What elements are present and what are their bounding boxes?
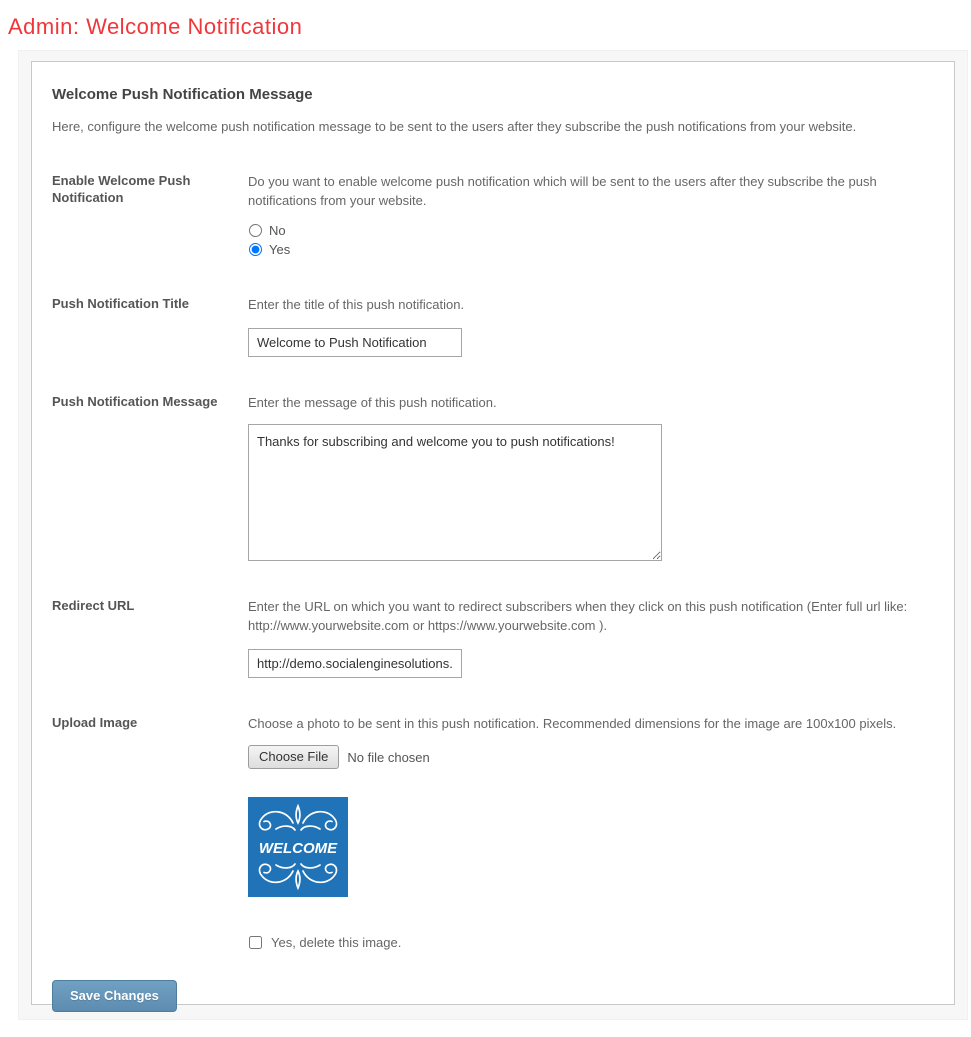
title-control xyxy=(248,295,908,357)
redirect-control xyxy=(248,597,908,678)
delete-image-checkbox[interactable] xyxy=(249,936,262,949)
form-row-upload xyxy=(52,714,934,950)
delete-image-option[interactable] xyxy=(248,935,908,950)
enable-label: Enable Welcome Push Notification xyxy=(52,173,191,205)
form-row-title xyxy=(52,295,934,357)
delete-image-label: Yes, delete this image. xyxy=(271,935,402,950)
message-label: Push Notification Message xyxy=(52,394,218,409)
enable-yes-label: Yes xyxy=(269,242,291,257)
title-input[interactable] xyxy=(248,328,462,357)
form-row-enable xyxy=(52,172,934,259)
upload-control xyxy=(248,714,908,950)
enable-control xyxy=(248,172,908,259)
upload-description: Choose a photo to be sent in this push notification. Recommended dimensions for the image are 100x100 pixels. xyxy=(248,716,897,731)
content-panel-outer xyxy=(18,50,968,1020)
panel-heading: Welcome Push Notification Message xyxy=(52,86,313,103)
upload-label: Upload Image xyxy=(52,715,138,730)
enable-no-label: No xyxy=(269,223,286,238)
choose-file-button[interactable]: Choose File xyxy=(248,745,339,769)
settings-panel xyxy=(31,61,955,1005)
form-row-redirect xyxy=(52,597,934,678)
message-description: Enter the message of this push notification. xyxy=(248,395,497,410)
enable-option-no[interactable] xyxy=(248,221,908,240)
redirect-description: Enter the URL on which you want to redirect subscribers when they click on this push notification (Enter full url like: http://www.yourwebsite.com or https://www.yourwebsite.com ). xyxy=(248,599,908,633)
panel-description: Here, configure the welcome push notification message to be sent to the users after they subscribe the push notifications from your website. xyxy=(52,119,857,134)
file-input-row xyxy=(248,745,908,769)
enable-option-yes[interactable] xyxy=(248,240,908,259)
enable-radio-group xyxy=(248,221,908,259)
welcome-image-text: WELCOME xyxy=(258,840,338,857)
redirect-label: Redirect URL xyxy=(52,598,135,613)
message-textarea[interactable] xyxy=(248,424,662,561)
title-label: Push Notification Title xyxy=(52,296,189,311)
enable-description: Do you want to enable welcome push notification which will be sent to the users after they subscribe the push notifications from your website. xyxy=(248,174,877,208)
message-control xyxy=(248,393,908,561)
title-description: Enter the title of this push notification. xyxy=(248,297,465,312)
page-title: Admin: Welcome Notification xyxy=(8,14,303,39)
enable-yes-radio[interactable] xyxy=(249,243,262,256)
save-changes-button[interactable]: Save Changes xyxy=(52,980,177,1012)
redirect-url-input[interactable] xyxy=(248,649,462,678)
no-file-chosen-text: No file chosen xyxy=(347,749,430,765)
welcome-image xyxy=(248,797,348,897)
form-row-message xyxy=(52,393,934,561)
enable-no-radio[interactable] xyxy=(249,224,262,237)
